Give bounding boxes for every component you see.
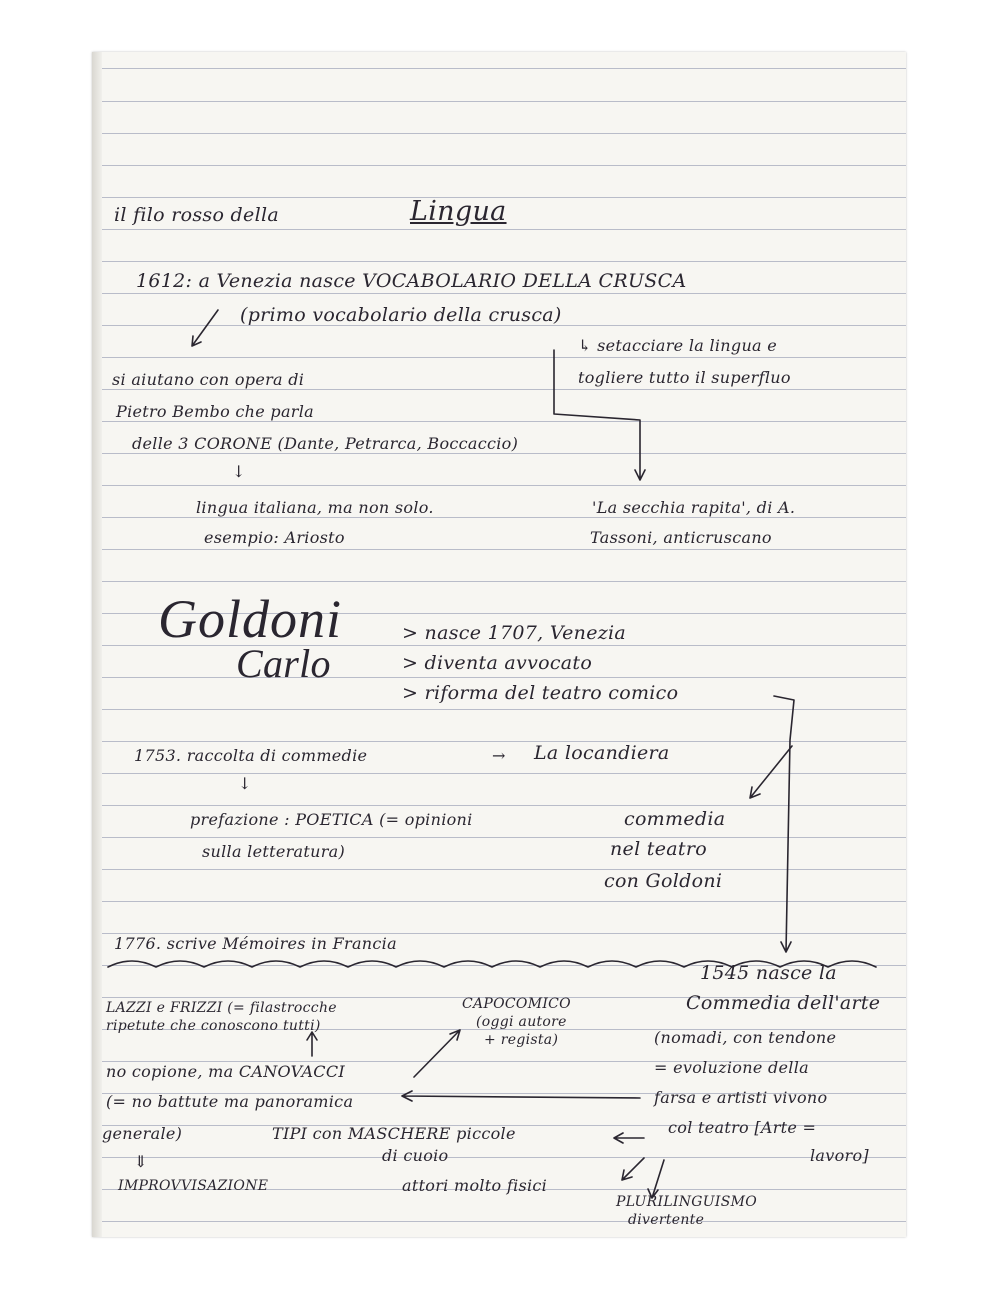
prefazione-line-2: sulla letteratura) — [202, 842, 346, 861]
raccolta-arrow: → — [492, 746, 506, 765]
bembo-down-arrow: ↓ — [232, 462, 246, 481]
commedia-arte-desc-4: col teatro [Arte = — [668, 1118, 817, 1137]
commedia-arte-desc-3: farsa e artisti vivono — [654, 1088, 828, 1107]
commedia-arte-heading-1: 1545 nasce la — [700, 962, 837, 984]
canovacci-line-1: no copione, ma CANOVACCI — [106, 1062, 346, 1081]
implies-arrow: ⇓ — [134, 1152, 148, 1171]
commedia-arte-desc-5: lavoro] — [810, 1146, 869, 1165]
bembo-line-2: Pietro Bembo che parla — [116, 402, 315, 421]
arrow-farsa-to-canovacci — [402, 1091, 640, 1101]
crusca-line-1: 1612: a Venezia nasce VOCABOLARIO DELLA CRUSCA — [136, 270, 687, 292]
setacciare-note-2: togliere tutto il superfluo — [578, 368, 791, 387]
capocomico-line-1: CAPOCOMICO — [462, 996, 571, 1012]
notebook-page — [92, 52, 906, 1237]
tipi-maschere-line-1: TIPI con MASCHERE piccole — [272, 1124, 516, 1143]
goldoni-fact-3: > riforma del teatro comico — [402, 682, 679, 704]
memoires-line: 1776. scrive Mémoires in Francia — [114, 934, 397, 953]
goldoni-surname: Goldoni — [158, 589, 343, 649]
arrow-crusca-to-bembo — [192, 310, 218, 346]
arrow-riforma-to-1545 — [774, 696, 794, 952]
lingua-italiana-line-2: esempio: Ariosto — [204, 528, 345, 547]
canovacci-line-3: generale) — [102, 1124, 183, 1143]
arrow-canovacci-to-capocomico — [414, 1030, 460, 1077]
improvvisazione: IMPROVVISAZIONE — [118, 1178, 269, 1194]
secchia-rapita-line-2: Tassoni, anticruscano — [590, 528, 772, 547]
setacciare-note-1: ↳ setacciare la lingua e — [578, 336, 778, 355]
commedia-teatro-line-3: con Goldoni — [604, 870, 723, 892]
commedia-arte-desc-2: = evoluzione della — [654, 1058, 809, 1077]
attori-fisici: attori molto fisici — [402, 1176, 548, 1195]
bembo-line-1: si aiutano con opera di — [112, 370, 305, 389]
goldoni-name: Carlo — [236, 641, 331, 686]
lingua-italiana-line-1: lingua italiana, ma non solo. — [196, 498, 434, 517]
goldoni-fact-2: > diventa avvocato — [402, 652, 593, 674]
lazzi-line-2: ripetute che conoscono tutti) — [106, 1018, 321, 1034]
raccolta-commedie: 1753. raccolta di commedie — [134, 746, 368, 765]
title-prefix: il filo rosso della — [114, 204, 279, 226]
commedia-arte-heading-2: Commedia dell'arte — [686, 992, 881, 1014]
commedia-teatro-line-2: nel teatro — [610, 838, 707, 860]
crusca-line-2: (primo vocabolario della crusca) — [240, 304, 562, 326]
secchia-rapita-line-1: 'La secchia rapita', di A. — [592, 498, 796, 517]
title-word: Lingua — [410, 196, 507, 227]
arrow-to-attori — [622, 1158, 644, 1180]
plurilinguismo-line-2: divertente — [628, 1212, 705, 1228]
goldoni-fact-1: > nasce 1707, Venezia — [402, 622, 627, 644]
plurilinguismo-line-1: PLURILINGUISMO — [616, 1194, 758, 1210]
capocomico-line-3: + regista) — [484, 1032, 559, 1048]
prefazione-line-1: prefazione : POETICA (= opinioni — [190, 810, 473, 829]
bembo-line-3: delle 3 CORONE (Dante, Petrarca, Boccaccio) — [132, 434, 519, 453]
arrow-riforma-to-commedia — [750, 746, 792, 798]
raccolta-down-arrow: ↓ — [238, 774, 252, 793]
tipi-maschere-line-2: di cuoio — [382, 1146, 449, 1165]
lazzi-line-1: LAZZI e FRIZZI (= filastrocche — [106, 1000, 337, 1016]
commedia-teatro-line-1: commedia — [624, 808, 726, 830]
arrow-tipi-to-lazzi — [307, 1032, 317, 1056]
capocomico-line-2: (oggi autore — [476, 1014, 567, 1030]
arrow-teatro-to-tipi — [614, 1133, 644, 1143]
commedia-arte-desc-1: (nomadi, con tendone — [654, 1028, 837, 1047]
canovacci-line-2: (= no battute ma panoramica — [106, 1092, 354, 1111]
arrow-to-plurilinguismo — [648, 1160, 664, 1198]
la-locandiera: La locandiera — [534, 742, 670, 764]
